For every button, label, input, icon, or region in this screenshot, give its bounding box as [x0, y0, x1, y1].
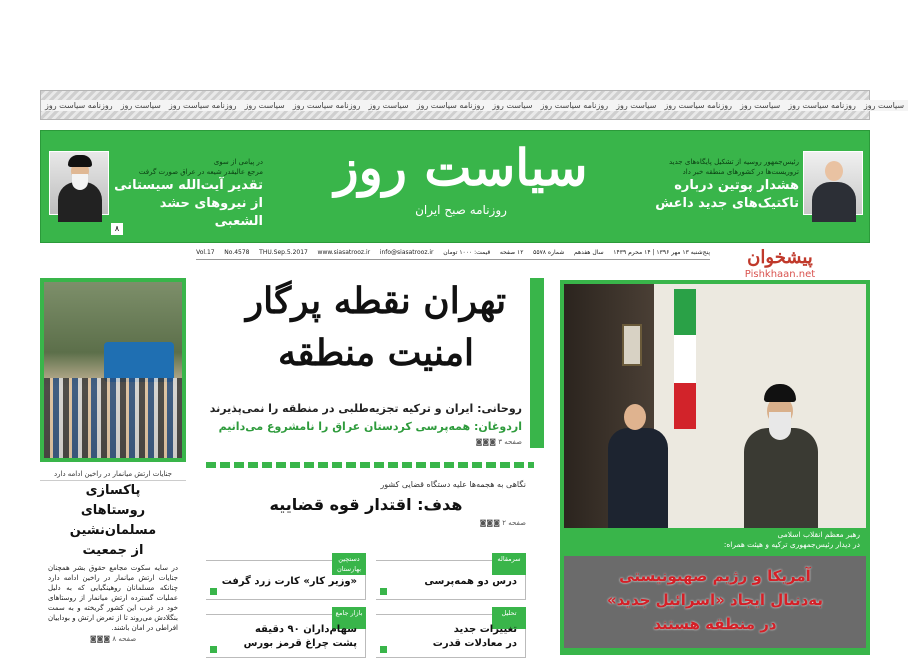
photo-story-title — [564, 556, 866, 648]
page-marker — [380, 588, 387, 595]
market-card[interactable] — [206, 609, 366, 658]
kicker: در پیامی از سوی — [213, 158, 263, 166]
story-title: هشدار پوتین درباره — [674, 178, 799, 193]
subhead-green: اردوغان: همه‌پرسی کردستان عراق را نامشروع می‌دانیم — [218, 420, 522, 433]
page-marker — [380, 646, 387, 653]
story-title: روستاهای مسلمان‌نشین — [69, 503, 157, 538]
date-persian: پنج‌شنبه ۱۳ مهر ۱۳۹۶ | ۱۴ محرم ۱۴۳۹ — [613, 249, 710, 256]
card-title: «وزیر کار» کارت زرد گرفت — [221, 576, 357, 587]
myanmar-photo — [40, 278, 186, 462]
page-reference: صفحه ۳ ◙◙◙ — [475, 438, 522, 446]
strip-logo: روزنامه سیاست روز — [41, 100, 117, 111]
photo-caption — [564, 528, 866, 552]
strip-logo: روزنامه سیاست روز — [537, 100, 613, 111]
masthead — [40, 130, 870, 243]
strip-logo: روزنامه سیاست روز — [165, 100, 241, 111]
strip-logo: روزنامه سیاست روز — [784, 100, 860, 111]
issue-info-bar — [196, 246, 710, 260]
logo-subtitle: روزنامه صبح ایران — [415, 203, 507, 217]
kicker: رئیس‌جمهور روسیه از تشکیل پایگاه‌های جدید — [669, 158, 799, 166]
year: سال هفدهم — [573, 249, 604, 256]
subhead: روحانی: ایران و ترکیه تجزیه‌طلبی در منطقه را نمی‌پذیرند — [209, 402, 522, 415]
headline-line: امنیت منطقه — [277, 332, 475, 374]
issue-number-en: No.4578 — [224, 249, 250, 256]
strip-logo: روزنامه سیاست روز — [660, 100, 736, 111]
leader-meeting-photo — [564, 284, 866, 534]
strip-logo: روزنامه سیاست روز — [413, 100, 489, 111]
kicker: مرجع عالیقدر شیعه در عراق صورت گرفت — [138, 168, 263, 176]
strip-logo: سیاست روز — [612, 100, 660, 111]
story-title: پاکسازی — [85, 483, 141, 498]
kicker: جنایات ارتش میانمار در راخین ادامه دارد — [40, 468, 186, 481]
page-marker — [210, 646, 217, 653]
story-title: تاکتیک‌های جدید داعش — [655, 196, 799, 211]
date-english: THU.Sep.5.2017 — [259, 249, 308, 256]
title-line: در منطقه هستند — [653, 615, 777, 633]
page-number-badge: ۸ — [111, 223, 123, 235]
card-tag: سرمقاله — [492, 553, 526, 575]
story-title: تقدیر آیت‌الله سیستانی — [114, 178, 263, 193]
strip-logo: سیاست روز — [736, 100, 784, 111]
second-story[interactable] — [206, 478, 534, 528]
strip-logo: سیاست روز — [860, 100, 908, 111]
analysis-card[interactable] — [376, 609, 526, 658]
caption-line: در دیدار رئیس‌جمهوری ترکیه و هیئت همراه: — [723, 540, 860, 549]
story-title: از نیروهای حشد الشعبی — [159, 196, 263, 229]
strip-logo: سیاست روز — [364, 100, 412, 111]
title-line: آمریکا و رژیم صهیونیستی — [619, 567, 811, 585]
page-marker — [210, 588, 217, 595]
main-headline[interactable] — [206, 275, 546, 379]
strip-logo: سیاست روز — [117, 100, 165, 111]
page-reference: صفحه ۸ ◙◙◙ — [89, 635, 137, 643]
price: قیمت: ۱۰۰۰ تومان — [443, 249, 491, 256]
card-title: پشت چراغ قرمز بورس — [243, 638, 357, 649]
kicker: تروریست‌ها در کشورهای منطقه خبر داد — [682, 168, 799, 176]
card-title: تغییرات جدید — [453, 624, 517, 635]
putin-photo — [803, 151, 863, 215]
story-body: در سایه سکوت مجامع حقوق بشر همچنان جنایات ارتش میانمار در راخین ادامه دارد چنانکه مسلمانان روهینگیایی که به دلیل عملیات گسترده ارتش میانمار از روستاهای خود در غرب این کشور گریخته و به سمت بنگلادش می‌روند تا از تعرض ارتش و بوداییان افراطی در امان باشند. — [48, 564, 178, 632]
story-title: هدف: اقتدار قوه قضاییه — [269, 495, 463, 514]
card-tag: دستچین بهارستان — [332, 553, 366, 575]
card-title: در معادلات قدرت — [432, 638, 517, 649]
title-line: به‌دنبال ایجاد «اسرائیل جدید» — [606, 591, 824, 609]
photo-story[interactable] — [560, 280, 870, 655]
email[interactable]: info@siasatrooz.ir — [379, 249, 434, 256]
top-pattern-strip — [40, 90, 905, 120]
masthead-left-story[interactable] — [113, 157, 263, 231]
strip-logo: سیاست روز — [488, 100, 536, 111]
issue-number: شماره ۵۵۷۸ — [533, 249, 565, 256]
logo-text: سیاست روز — [334, 138, 588, 197]
newspaper-logo — [321, 133, 601, 225]
editorial-card[interactable] — [376, 555, 526, 600]
divider — [206, 462, 534, 468]
volume: Vol.17 — [196, 249, 215, 256]
strip-logo: روزنامه سیاست روز — [289, 100, 365, 111]
main-story-subheads — [206, 400, 522, 448]
card-tag: بازار جامع — [332, 607, 366, 629]
website[interactable]: www.siasatrooz.ir — [317, 249, 371, 256]
brand-domain: Pishkhaan.net — [744, 269, 816, 280]
side-story[interactable] — [40, 278, 186, 656]
strip-logo: سیاست روز — [241, 100, 289, 111]
page-count: ۱۲ صفحه — [499, 249, 524, 256]
masthead-right-story[interactable] — [649, 157, 799, 213]
card-title: سهام‌داران ۹۰ دقیقه — [254, 624, 357, 635]
story-title: از جمعیت — [82, 543, 144, 558]
news-card[interactable] — [206, 555, 366, 600]
headline-line: تهران نقطه پرگار — [245, 280, 507, 322]
card-title: درس دو همه‌پرسی — [424, 576, 517, 587]
card-tag: تحلیل — [492, 607, 526, 629]
kicker: نگاهی به هجمه‌ها علیه دستگاه قضایی کشور — [380, 480, 526, 489]
page-reference: صفحه ۲ ◙◙◙ — [479, 519, 526, 527]
caption-line: رهبر معظم انقلاب اسلامی — [777, 530, 860, 539]
sistani-photo — [49, 151, 109, 215]
brand-name: پیشخوان — [747, 247, 813, 268]
